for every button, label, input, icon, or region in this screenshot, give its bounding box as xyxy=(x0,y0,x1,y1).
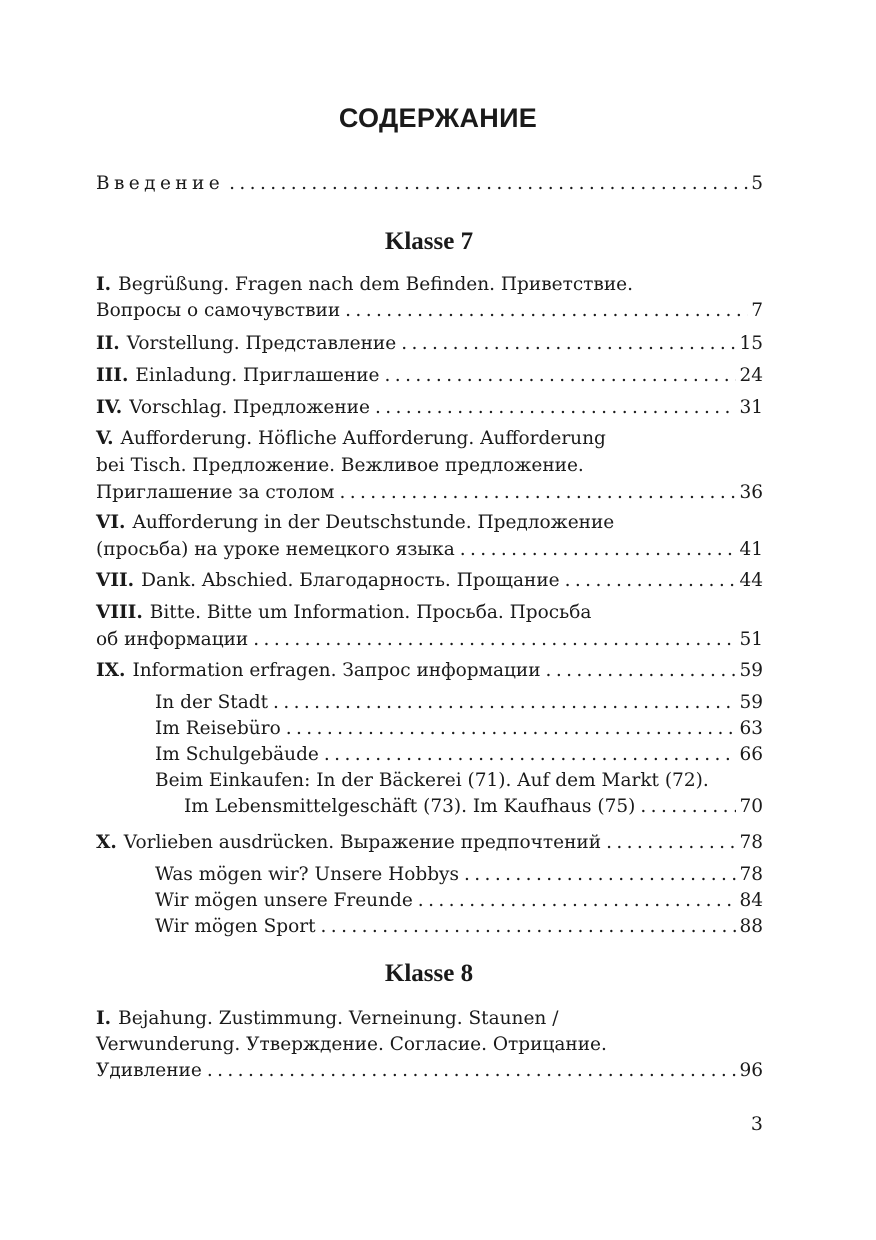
toc-entry-text: Beim Einkaufen: In der Bäckerei (71). Auf dem Markt (72). xyxy=(155,770,709,791)
toc-subentry-cont[interactable] xyxy=(184,794,763,820)
toc-entry-text: Vorlieben ausdrücken. Выражение предпочтений xyxy=(123,832,602,853)
toc-subentry[interactable] xyxy=(155,716,763,742)
toc-entry-text: (просьба) на уроке немецкого языка xyxy=(96,539,455,560)
dot-leader xyxy=(418,888,737,914)
page-number: 3 xyxy=(750,1113,763,1135)
toc-entry-number: II. xyxy=(96,333,120,354)
dot-leader xyxy=(273,690,736,716)
toc-page-number: 59 xyxy=(739,692,763,713)
toc-entry-8-1-cont2[interactable] xyxy=(96,1058,763,1084)
toc-entry-text: Dank. Abschied. Благодарность. Прощание xyxy=(141,570,560,591)
toc-page-number: 63 xyxy=(739,718,763,739)
toc-entry-text: Vorschlag. Предложение xyxy=(129,397,370,418)
toc-entry-text: Vorstellung. Представление xyxy=(126,333,397,354)
dot-leader xyxy=(401,331,736,357)
toc-entry-7-5-cont[interactable] xyxy=(96,453,763,479)
toc-page-number: 41 xyxy=(739,539,763,560)
dot-leader xyxy=(385,363,737,389)
toc-entry-7-1-cont[interactable] xyxy=(96,298,763,324)
toc-entry-text: об информации xyxy=(96,629,249,650)
toc-entry-number: III. xyxy=(96,365,129,386)
toc-entry-number: IV. xyxy=(96,397,123,418)
toc-entry-7-7[interactable] xyxy=(96,568,763,594)
toc-subentry[interactable] xyxy=(155,914,763,940)
toc-page-number: 78 xyxy=(739,832,763,853)
dot-leader xyxy=(345,298,748,324)
toc-entry-text: Aufforderung in der Deutschstunde. Предложение xyxy=(132,512,615,533)
toc-entry-7-10[interactable] xyxy=(96,830,763,856)
toc-entry-text: Was mögen wir? Unsere Hobbys xyxy=(155,864,459,885)
toc-entry-7-6[interactable] xyxy=(96,510,763,536)
dot-leader xyxy=(640,794,736,820)
toc-subentry[interactable] xyxy=(155,742,763,768)
dot-leader xyxy=(606,830,736,856)
toc-entry-text: Wir mögen unsere Freunde xyxy=(155,890,413,911)
toc-page-number: 59 xyxy=(739,660,763,681)
toc-page-number: 66 xyxy=(739,744,763,765)
toc-entry-text: Aufforderung. Höfliche Aufforderung. Aufforderung xyxy=(120,428,606,449)
toc-entry-intro[interactable] xyxy=(96,171,763,197)
toc-page-number: 7 xyxy=(751,300,763,321)
toc-entry-text: Вопросы о самочувствии xyxy=(96,300,341,321)
page-title: СОДЕРЖАНИЕ xyxy=(338,103,538,133)
toc-subentry[interactable] xyxy=(155,862,763,888)
toc-entry-number: I. xyxy=(96,274,112,295)
toc-entry-text: bei Tisch. Предложение. Вежливое предложение. xyxy=(96,455,584,476)
section-heading-klasse-7: Klasse 7 xyxy=(384,228,474,255)
toc-subentry[interactable] xyxy=(155,690,763,716)
dot-leader xyxy=(321,914,737,940)
toc-page-number: 78 xyxy=(739,864,763,885)
dot-leader xyxy=(464,862,736,888)
toc-entry-number: VIII. xyxy=(96,602,143,623)
toc-entry-text: Im Schulgebäude xyxy=(155,744,319,765)
toc-entry-number: VII. xyxy=(96,570,135,591)
toc-entry-text: Bejahung. Zustimmung. Verneinung. Staunen / xyxy=(118,1008,559,1029)
toc-entry-text: Information erfragen. Запрос информации xyxy=(132,660,541,681)
toc-page-number: 51 xyxy=(739,629,763,650)
toc-entry-7-2[interactable] xyxy=(96,331,763,357)
toc-entry-7-5[interactable] xyxy=(96,426,763,452)
toc-entry-7-1[interactable] xyxy=(96,272,763,298)
toc-entry-7-8[interactable] xyxy=(96,600,763,626)
toc-entry-number: X. xyxy=(96,832,117,853)
toc-entry-7-6-cont[interactable] xyxy=(96,537,763,563)
toc-entry-text: Bitte. Bitte um Information. Просьба. Просьба xyxy=(149,602,592,623)
toc-entry-text: Удивление xyxy=(96,1060,202,1081)
section-heading-klasse-8: Klasse 8 xyxy=(384,960,474,987)
toc-page-number: 36 xyxy=(739,482,763,503)
toc-subentry[interactable] xyxy=(155,888,763,914)
toc-entry-7-5-cont2[interactable] xyxy=(96,480,763,506)
toc-subentry[interactable] xyxy=(155,768,763,794)
toc-page-number: 31 xyxy=(739,397,763,418)
dot-leader xyxy=(546,658,737,684)
toc-entry-text: Im Lebensmittelgeschäft (73). Im Kaufhaus (75) xyxy=(184,796,636,817)
dot-leader xyxy=(207,1058,737,1084)
toc-entry-7-9[interactable] xyxy=(96,658,763,684)
toc-entry-text: In der Stadt xyxy=(155,692,269,713)
toc-entry-text: Einladung. Приглашение xyxy=(135,365,380,386)
toc-entry-text: Im Reisebüro xyxy=(155,718,281,739)
toc-entry-8-1[interactable] xyxy=(96,1006,763,1032)
toc-entry-text: Wir mögen Sport xyxy=(155,916,316,937)
toc-page-number: 88 xyxy=(739,916,763,937)
toc-page-number: 15 xyxy=(739,333,763,354)
toc-entry-8-1-cont[interactable] xyxy=(96,1032,763,1058)
dot-leader xyxy=(565,568,737,594)
dot-leader xyxy=(324,742,737,768)
toc-entry-text: Приглашение за столом xyxy=(96,482,335,503)
dot-leader xyxy=(286,716,737,742)
toc-entry-number: VI. xyxy=(96,512,126,533)
toc-page-number: 5 xyxy=(751,173,763,194)
toc-entry-number: V. xyxy=(96,428,114,449)
toc-entry-text: Введение xyxy=(96,173,225,194)
toc-entry-7-8-cont[interactable] xyxy=(96,627,763,653)
toc-page-number: 24 xyxy=(739,365,763,386)
toc-entry-7-3[interactable] xyxy=(96,363,763,389)
toc-page-number: 70 xyxy=(739,796,763,817)
toc-entry-number: IX. xyxy=(96,660,126,681)
toc-entry-7-4[interactable] xyxy=(96,395,763,421)
toc-entry-text: Verwunderung. Утверждение. Согласие. Отрицание. xyxy=(96,1034,607,1055)
toc-page-number: 84 xyxy=(739,890,763,911)
toc-entry-text: Begrüßung. Fragen nach dem Befinden. Приветствие. xyxy=(118,274,633,295)
dot-leader xyxy=(229,171,748,197)
dot-leader xyxy=(375,395,736,421)
toc-page-number: 96 xyxy=(739,1060,763,1081)
toc-entry-number: I. xyxy=(96,1008,112,1029)
dot-leader xyxy=(460,537,737,563)
toc-page-number: 44 xyxy=(739,570,763,591)
dot-leader xyxy=(339,480,736,506)
dot-leader xyxy=(253,627,736,653)
